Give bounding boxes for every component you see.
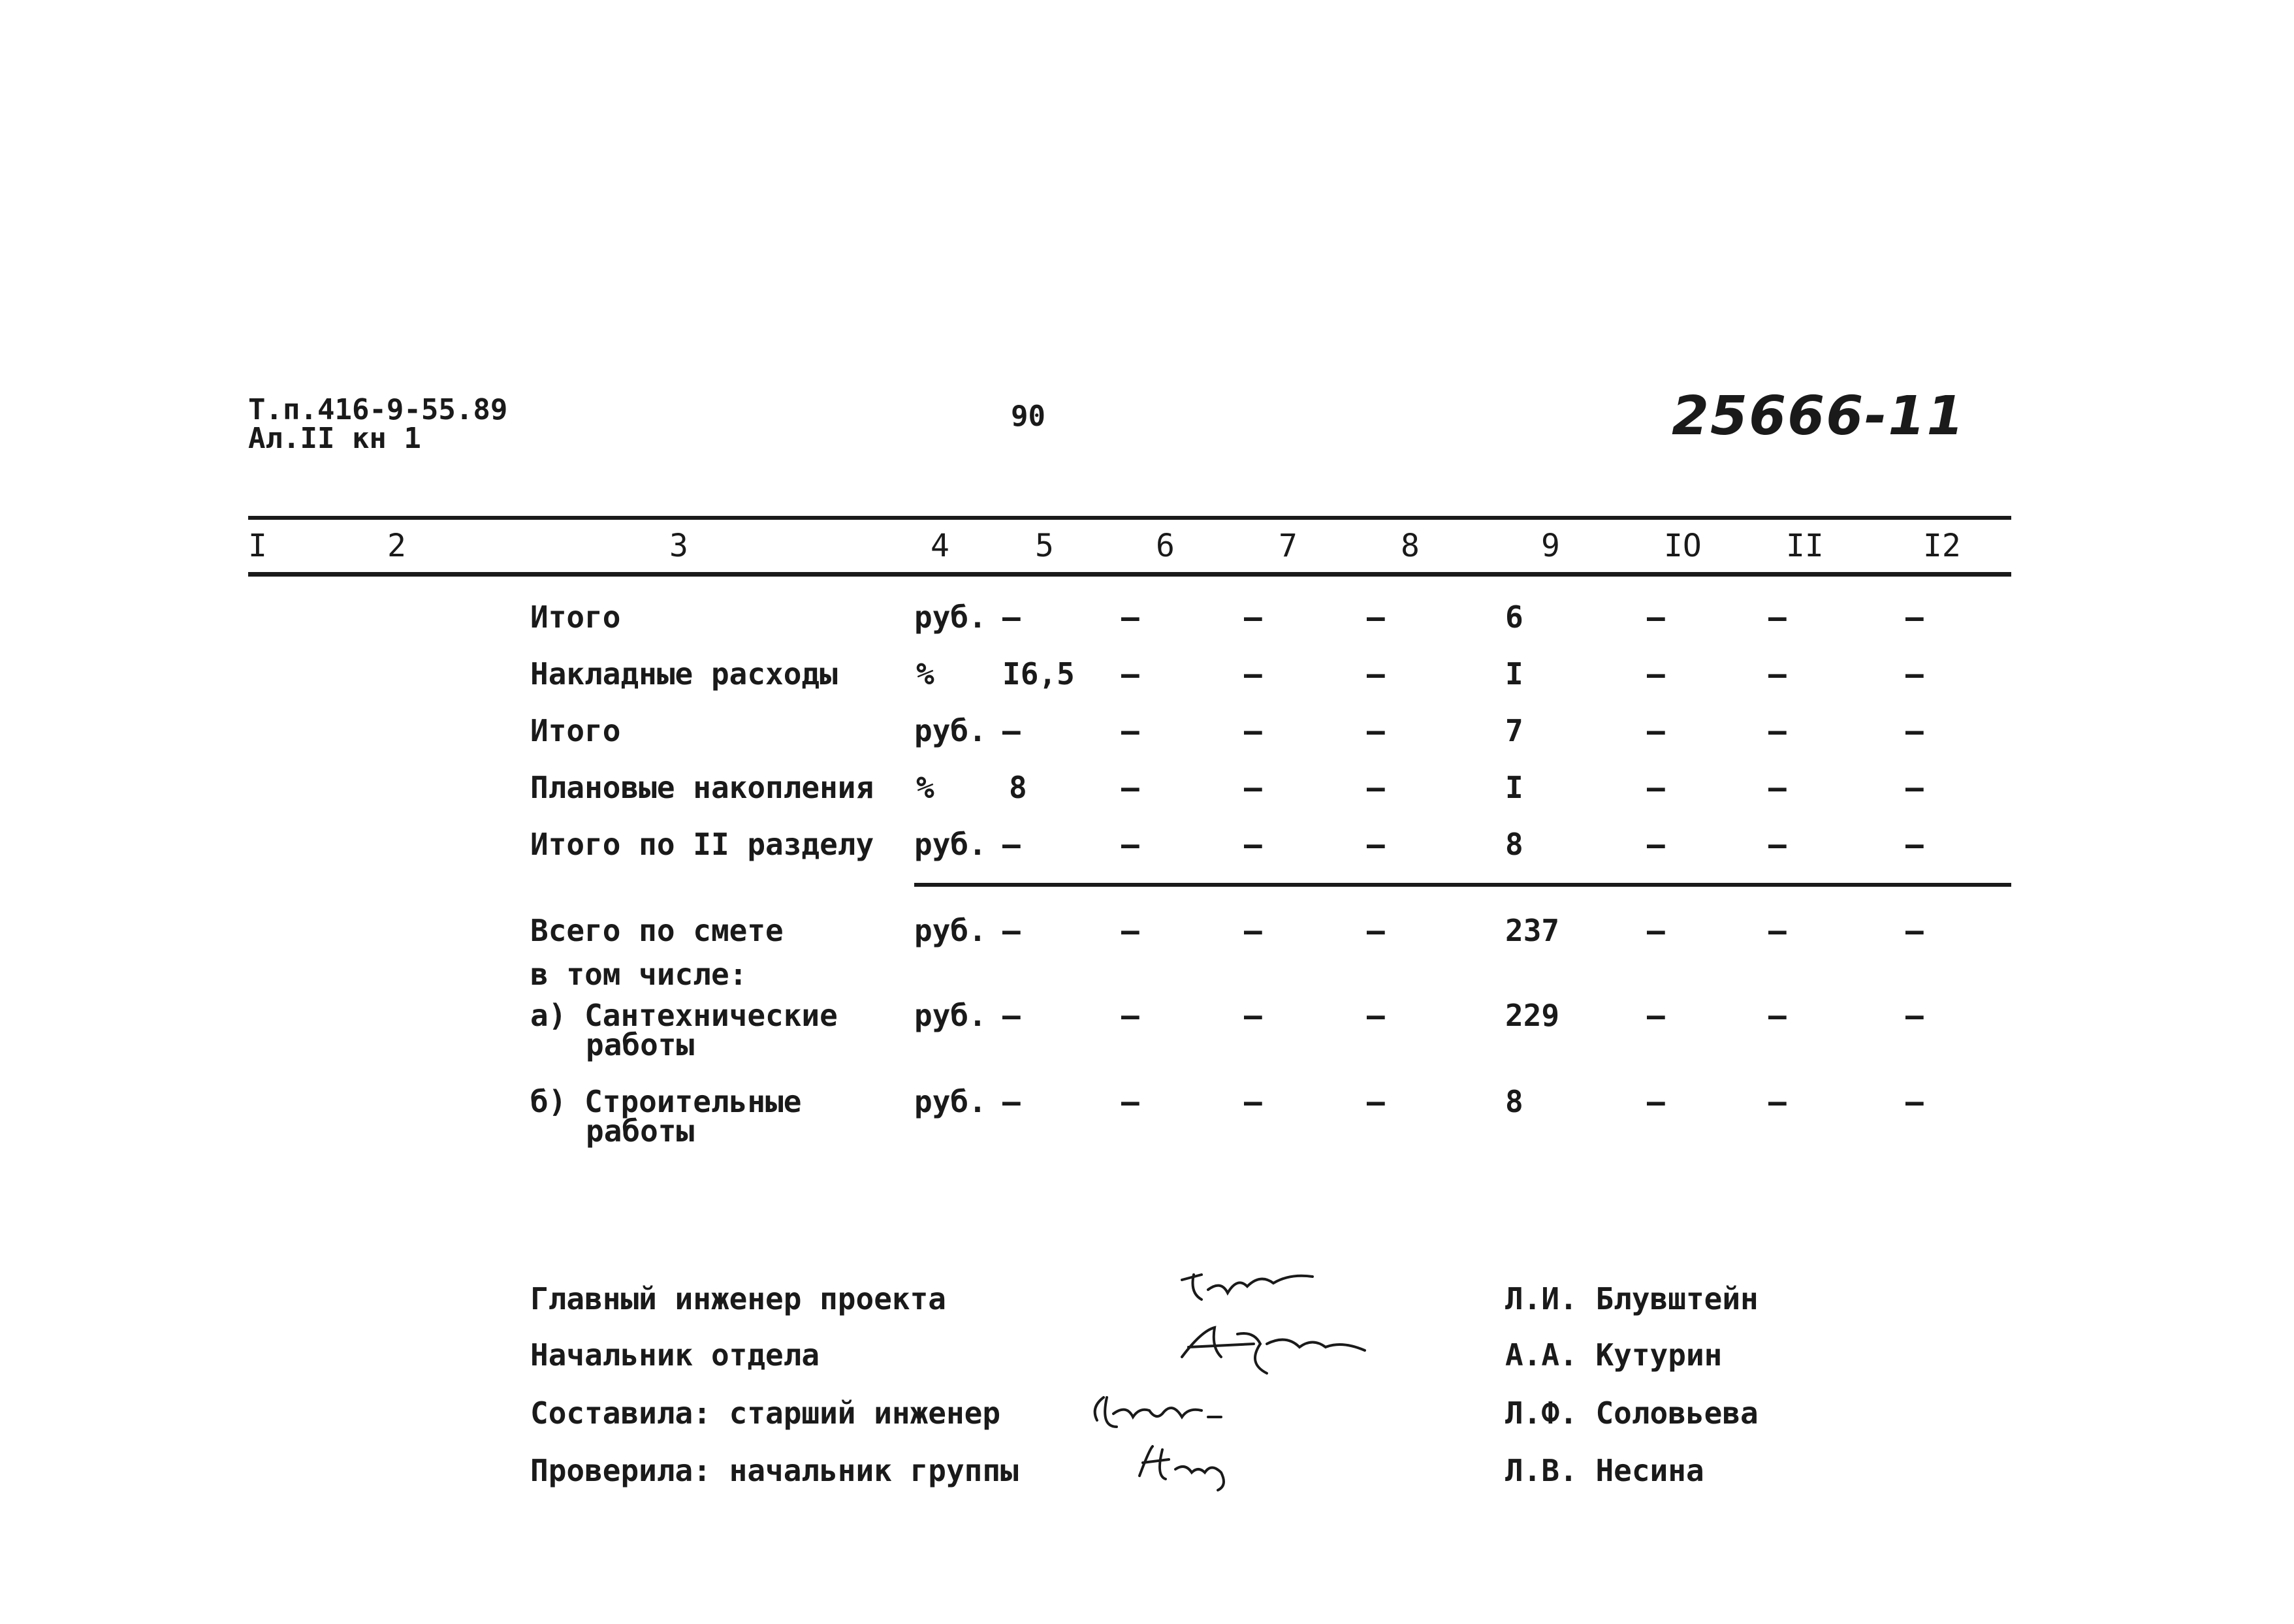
row-label: Итого bbox=[530, 713, 621, 748]
handwritten-signature bbox=[1130, 1437, 1247, 1495]
subtotal-a-col7: – bbox=[1244, 998, 1262, 1033]
subtotal-b-col8: – bbox=[1367, 1084, 1385, 1119]
grand-total-col10: – bbox=[1647, 913, 1665, 948]
row-col11: – bbox=[1768, 713, 1787, 748]
row-label: Накладные расходы bbox=[530, 656, 838, 692]
row-col6: – bbox=[1121, 713, 1139, 748]
row-col7: – bbox=[1244, 713, 1262, 748]
grand-total-col6: – bbox=[1121, 913, 1139, 948]
album-code: Ал.II кн 1 bbox=[248, 422, 421, 455]
row-col10: – bbox=[1647, 713, 1665, 748]
table-top-rule bbox=[248, 516, 2011, 520]
row-col7: – bbox=[1244, 827, 1262, 862]
row-col9: 7 bbox=[1505, 713, 1523, 748]
row-col5: – bbox=[1002, 599, 1021, 635]
handwritten-signature bbox=[1175, 1260, 1326, 1313]
row-col9: 8 bbox=[1505, 827, 1523, 862]
row-col8: – bbox=[1367, 770, 1385, 805]
col-11-header: II bbox=[1786, 528, 1824, 564]
signature-name: Л.Ф. Соловьева bbox=[1505, 1395, 1759, 1431]
handwritten-signature bbox=[1175, 1318, 1371, 1380]
subtotal-b-label-cont: работы bbox=[586, 1113, 695, 1149]
subtotal-a-col11: – bbox=[1768, 998, 1787, 1033]
row-col9: I bbox=[1505, 656, 1523, 692]
signature-name: А.А. Кутурин bbox=[1505, 1337, 1723, 1373]
row-col10: – bbox=[1647, 656, 1665, 692]
row-unit: руб. bbox=[914, 713, 987, 748]
row-col11: – bbox=[1768, 656, 1787, 692]
subtotal-b-col6: – bbox=[1121, 1084, 1139, 1119]
row-col10: – bbox=[1647, 770, 1665, 805]
grand-total-col12: – bbox=[1905, 913, 1924, 948]
row-col5: – bbox=[1002, 713, 1021, 748]
signature-name: Л.В. Несина bbox=[1505, 1453, 1704, 1488]
row-label: Итого по II разделу bbox=[530, 827, 874, 862]
grand-total-value: 237 bbox=[1505, 913, 1560, 948]
row-col11: – bbox=[1768, 770, 1787, 805]
subtotal-b-col7: – bbox=[1244, 1084, 1262, 1119]
grand-total-col5: – bbox=[1002, 913, 1021, 948]
col-7-header: 7 bbox=[1279, 528, 1298, 564]
row-unit: % bbox=[916, 656, 934, 692]
table-header-rule bbox=[248, 572, 2011, 577]
handwritten-signature bbox=[1084, 1381, 1234, 1437]
subtotal-b-label: б) Строительные bbox=[530, 1084, 802, 1119]
row-unit: руб. bbox=[914, 827, 987, 862]
subtotal-a-value: 229 bbox=[1505, 998, 1560, 1033]
row-col7: – bbox=[1244, 656, 1262, 692]
row-col6: – bbox=[1121, 770, 1139, 805]
subtotal-b-col10: – bbox=[1647, 1084, 1665, 1119]
col-6-header: 6 bbox=[1156, 528, 1175, 564]
row-col11: – bbox=[1768, 599, 1787, 635]
subtotal-b-unit: руб. bbox=[914, 1084, 987, 1119]
subtotal-b-col12: – bbox=[1905, 1084, 1924, 1119]
row-col6: – bbox=[1121, 656, 1139, 692]
row-col6: – bbox=[1121, 599, 1139, 635]
col-5-header: 5 bbox=[1035, 528, 1054, 564]
grand-total-col8: – bbox=[1367, 913, 1385, 948]
row-col12: – bbox=[1905, 827, 1924, 862]
row-col8: – bbox=[1367, 599, 1385, 635]
row-unit: руб. bbox=[914, 599, 987, 635]
col-10-header: IO bbox=[1664, 528, 1702, 564]
row-col8: – bbox=[1367, 713, 1385, 748]
row-col12: – bbox=[1905, 770, 1924, 805]
subtotal-b-col11: – bbox=[1768, 1084, 1787, 1119]
grand-total-label: Всего по смете bbox=[530, 913, 784, 948]
col-9-header: 9 bbox=[1541, 528, 1560, 564]
subtotal-a-col8: – bbox=[1367, 998, 1385, 1033]
page-number: 90 bbox=[1011, 400, 1045, 433]
row-col10: – bbox=[1647, 827, 1665, 862]
row-col5: – bbox=[1002, 827, 1021, 862]
signature-role: Составила: старший инженер bbox=[530, 1395, 1001, 1431]
subtotal-b-col5: – bbox=[1002, 1084, 1021, 1119]
including-label: в том числе: bbox=[530, 957, 748, 992]
row-col8: – bbox=[1367, 656, 1385, 692]
row-col7: – bbox=[1244, 770, 1262, 805]
col-2-header: 2 bbox=[387, 528, 406, 564]
row-label: Плановые накопления bbox=[530, 770, 874, 805]
subtotal-b-value: 8 bbox=[1505, 1084, 1523, 1119]
signature-role: Главный инженер проекта bbox=[530, 1281, 946, 1316]
col-12-header: I2 bbox=[1923, 528, 1961, 564]
row-col8: – bbox=[1367, 827, 1385, 862]
subtotal-a-col5: – bbox=[1002, 998, 1021, 1033]
subtotal-a-col6: – bbox=[1121, 998, 1139, 1033]
row-unit: % bbox=[916, 770, 934, 805]
row-col12: – bbox=[1905, 713, 1924, 748]
row-col10: – bbox=[1647, 599, 1665, 635]
row-col7: – bbox=[1244, 599, 1262, 635]
subtotal-a-label: а) Сантехнические bbox=[530, 998, 838, 1033]
row-col5: I6,5 bbox=[1002, 656, 1075, 692]
row-col5: 8 bbox=[1009, 770, 1027, 805]
subtotal-a-col10: – bbox=[1647, 998, 1665, 1033]
tp-code: Т.п.416-9-55.89 bbox=[248, 393, 508, 426]
subtotal-a-col12: – bbox=[1905, 998, 1924, 1033]
signature-role: Проверила: начальник группы bbox=[530, 1453, 1019, 1488]
subtotal-a-label-cont: работы bbox=[586, 1027, 695, 1062]
grand-total-col7: – bbox=[1244, 913, 1262, 948]
col-4-header: 4 bbox=[931, 528, 949, 564]
subtotal-a-unit: руб. bbox=[914, 998, 987, 1033]
section-total-rule bbox=[914, 883, 2011, 887]
row-col6: – bbox=[1121, 827, 1139, 862]
grand-total-col11: – bbox=[1768, 913, 1787, 948]
col-1-header: I bbox=[248, 528, 267, 564]
grand-total-unit: руб. bbox=[914, 913, 987, 948]
row-col12: – bbox=[1905, 599, 1924, 635]
row-label: Итого bbox=[530, 599, 621, 635]
row-col9: I bbox=[1505, 770, 1523, 805]
signature-name: Л.И. Блувштейн bbox=[1505, 1281, 1759, 1316]
col-3-header: 3 bbox=[669, 528, 688, 564]
row-col9: 6 bbox=[1505, 599, 1523, 635]
row-col11: – bbox=[1768, 827, 1787, 862]
row-col12: – bbox=[1905, 656, 1924, 692]
signature-role: Начальник отдела bbox=[530, 1337, 820, 1373]
document-number: 25666-11 bbox=[1672, 385, 1966, 447]
col-8-header: 8 bbox=[1401, 528, 1420, 564]
